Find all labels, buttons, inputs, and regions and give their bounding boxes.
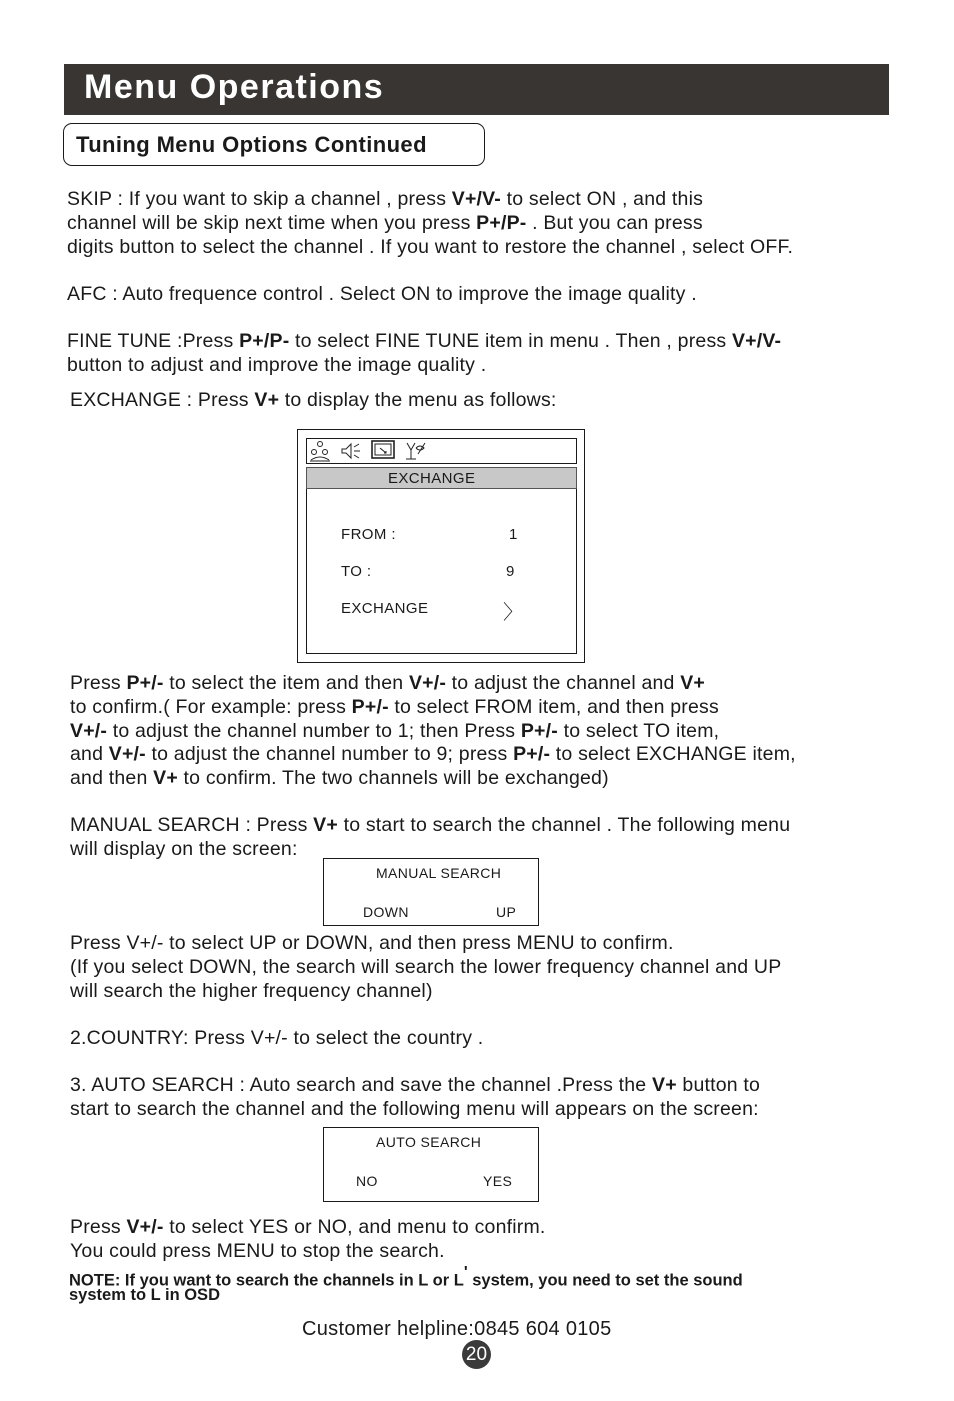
manual-search-line-1: MANUAL SEARCH : Press V+ to start to search the channel . The following menu [70, 814, 791, 836]
manual-search-down: DOWN [363, 904, 409, 920]
manual-after-line-1: Press V+/- to select UP or DOWN, and then press MENU to confirm. [70, 932, 674, 954]
press-line-4: and V+/- to adjust the channel number to 9; press P+/- to select EXCHANGE item, [70, 743, 796, 765]
afc-line: AFC : Auto frequence control . Select ON to improve the image quality . [67, 283, 697, 305]
country-line: 2.COUNTRY: Press V+/- to select the country . [70, 1027, 484, 1049]
press-line-1: Press P+/- to select the item and then V+/- to adjust the channel and V+ [70, 672, 706, 694]
manual-search-box-title: MANUAL SEARCH [376, 865, 502, 881]
auto-search-yes: YES [483, 1173, 513, 1189]
exchange-intro: EXCHANGE : Press V+ to display the menu as follows: [70, 389, 557, 411]
page-number: 20 [462, 1340, 491, 1369]
tuning-antenna-icon [403, 440, 428, 461]
auto-after-line-2: You could press MENU to stop the search. [70, 1240, 445, 1262]
manual-search-line-2: will display on the screen: [70, 838, 298, 860]
fine-tune-line-2: button to adjust and improve the image quality . [67, 354, 487, 376]
skip-line-3: digits button to select the channel . If you want to restore the channel , select OFF. [67, 236, 794, 258]
skip-line-1: SKIP : If you want to skip a channel , press V+/V- to select ON , and this [67, 188, 704, 210]
chevron-right-icon: 〉 [503, 602, 524, 624]
exchange-action-label: EXCHANGE [341, 600, 429, 617]
manual-search-up: UP [496, 904, 517, 920]
skip-line-2: channel will be skip next time when you press P+/P- . But you can press [67, 212, 703, 234]
manual-after-line-2: (If you select DOWN, the search will search the lower frequency channel and UP [70, 956, 782, 978]
page-title: Menu Operations [84, 68, 385, 106]
section-heading: Tuning Menu Options Continued [76, 132, 427, 157]
auto-after-line-1: Press V+/- to select YES or NO, and menu to confirm. [70, 1216, 546, 1238]
fine-tune-line-1: FINE TUNE :Press P+/P- to select FINE TUNE item in menu . Then , press V+/V- [67, 330, 782, 352]
picture-settings-icon [309, 440, 331, 462]
press-line-5: and then V+ to confirm. The two channels will be exchanged) [70, 767, 609, 789]
press-line-3: V+/- to adjust the channel number to 1; then Press P+/- to select TO item, [70, 720, 720, 742]
speaker-icon [340, 441, 362, 461]
to-value: 9 [506, 563, 515, 580]
auto-search-box-title: AUTO SEARCH [376, 1134, 482, 1150]
from-value: 1 [509, 526, 518, 543]
auto-search-line-1: 3. AUTO SEARCH : Auto search and save the channel .Press the V+ button to [70, 1074, 761, 1096]
note-line-1: NOTE: If you want to search the channels in L or L' system, you need to set the sound [69, 1264, 743, 1290]
menu-tab-exchange: EXCHANGE [388, 470, 476, 487]
tv-screen-icon [371, 440, 395, 461]
auto-search-line-2: start to search the channel and the following menu will appears on the screen: [70, 1098, 759, 1120]
note-line-2: system to L in OSD [69, 1286, 220, 1304]
to-label: TO : [341, 563, 372, 580]
customer-helpline: Customer helpline:0845 604 0105 [302, 1318, 612, 1340]
auto-search-no: NO [356, 1173, 378, 1189]
from-label: FROM : [341, 526, 396, 543]
manual-after-line-3: will search the higher frequency channel) [70, 980, 433, 1002]
press-line-2: to confirm.( For example: press P+/- to select FROM item, and then press [70, 696, 719, 718]
